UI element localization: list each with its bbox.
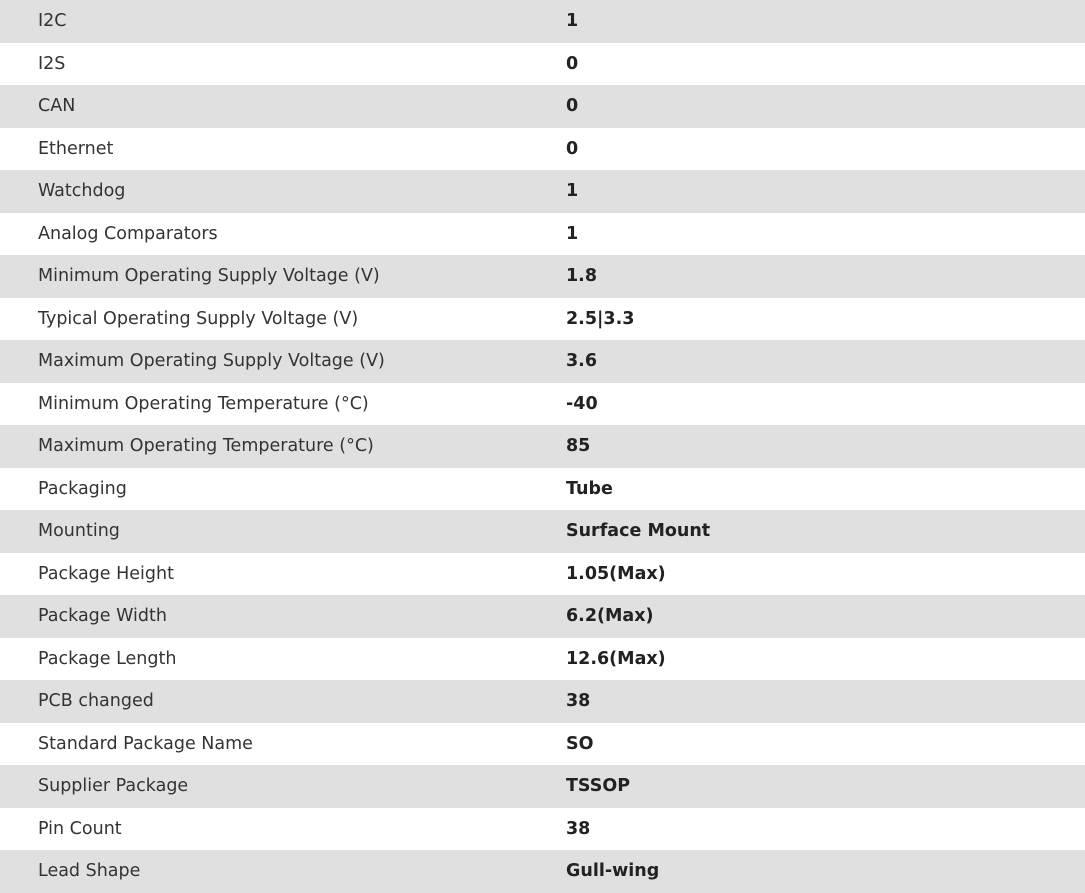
spec-label: Standard Package Name — [0, 723, 566, 766]
spec-value: 1 — [566, 213, 1085, 256]
spec-label: I2S — [0, 43, 566, 86]
spec-label: Package Width — [0, 595, 566, 638]
spec-value: TSSOP — [566, 765, 1085, 808]
spec-value: 6.2(Max) — [566, 595, 1085, 638]
table-row — [0, 43, 1085, 86]
spec-label: PCB changed — [0, 680, 566, 723]
spec-label: Watchdog — [0, 170, 566, 213]
spec-label: Analog Comparators — [0, 213, 566, 256]
spec-label: Package Length — [0, 638, 566, 681]
table-row — [0, 808, 1085, 851]
spec-value: 1 — [566, 170, 1085, 213]
spec-label: Ethernet — [0, 128, 566, 171]
table-row — [0, 298, 1085, 341]
spec-label: Packaging — [0, 468, 566, 511]
spec-value: SO — [566, 723, 1085, 766]
spec-label: I2C — [0, 0, 566, 43]
spec-value: 0 — [566, 43, 1085, 86]
spec-label: Minimum Operating Temperature (°C) — [0, 383, 566, 426]
table-row — [0, 468, 1085, 511]
table-row — [0, 425, 1085, 468]
table-row — [0, 85, 1085, 128]
spec-value: 0 — [566, 85, 1085, 128]
spec-value: 2.5|3.3 — [566, 298, 1085, 341]
spec-label: Minimum Operating Supply Voltage (V) — [0, 255, 566, 298]
spec-label: Maximum Operating Supply Voltage (V) — [0, 340, 566, 383]
spec-value: 1 — [566, 0, 1085, 43]
table-row — [0, 383, 1085, 426]
spec-value: 0 — [566, 128, 1085, 171]
spec-value: Surface Mount — [566, 510, 1085, 553]
table-row — [0, 850, 1085, 893]
spec-label: CAN — [0, 85, 566, 128]
spec-value: 38 — [566, 808, 1085, 851]
spec-label: Lead Shape — [0, 850, 566, 893]
table-row — [0, 765, 1085, 808]
spec-label: Typical Operating Supply Voltage (V) — [0, 298, 566, 341]
spec-label: Package Height — [0, 553, 566, 596]
spec-label: Supplier Package — [0, 765, 566, 808]
table-row — [0, 0, 1085, 43]
table-row — [0, 255, 1085, 298]
table-row — [0, 595, 1085, 638]
spec-value: 1.05(Max) — [566, 553, 1085, 596]
spec-label: Mounting — [0, 510, 566, 553]
spec-value: 85 — [566, 425, 1085, 468]
table-row — [0, 638, 1085, 681]
table-row — [0, 128, 1085, 171]
table-row — [0, 340, 1085, 383]
table-row — [0, 723, 1085, 766]
table-row — [0, 680, 1085, 723]
table-row — [0, 213, 1085, 256]
spec-value: 12.6(Max) — [566, 638, 1085, 681]
spec-value: 1.8 — [566, 255, 1085, 298]
spec-label: Pin Count — [0, 808, 566, 851]
table-row — [0, 510, 1085, 553]
table-row — [0, 553, 1085, 596]
table-row — [0, 170, 1085, 213]
spec-value: Gull-wing — [566, 850, 1085, 893]
spec-value: 3.6 — [566, 340, 1085, 383]
spec-value: -40 — [566, 383, 1085, 426]
spec-value: 38 — [566, 680, 1085, 723]
spec-label: Maximum Operating Temperature (°C) — [0, 425, 566, 468]
spec-value: Tube — [566, 468, 1085, 511]
